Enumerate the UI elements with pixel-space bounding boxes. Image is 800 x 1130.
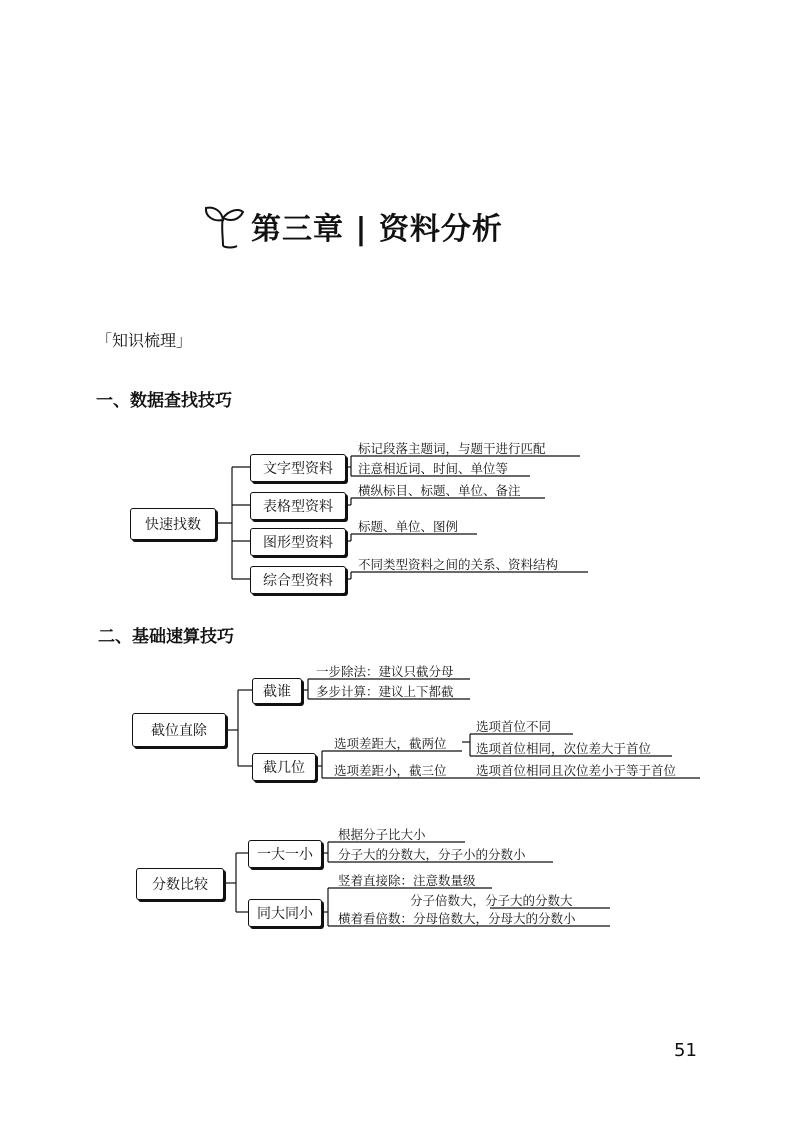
branch-text-material: 文字型资料 <box>250 454 346 482</box>
leaf-first-digit-diff: 选项首位不同 <box>476 719 552 734</box>
branch-one-big-one-small: 一大一小 <box>248 840 322 868</box>
leaf-gap-big: 选项差距大，截两位 <box>334 736 447 751</box>
chapter-heading <box>203 196 503 256</box>
mindmap-root-fraction-compare: 分数比较 <box>136 868 224 900</box>
page-number: 51 <box>674 1040 697 1061</box>
leaf-compare-numerator: 根据分子比大小 <box>338 827 426 842</box>
leaf-text-1: 标记段落主题词，与题干进行匹配 <box>358 441 546 456</box>
branch-graph-material: 图形型资料 <box>250 528 346 556</box>
leaf-first-digit-same-small: 选项首位相同且次位差小于等于首位 <box>476 763 677 778</box>
branch-table-material: 表格型资料 <box>250 492 346 520</box>
mindmap-root-quick-lookup: 快速找数 <box>130 508 216 540</box>
sprout-icon <box>203 202 245 250</box>
branch-mixed-material: 综合型资料 <box>250 566 346 594</box>
leaf-numerator-bigger: 分子大的分数大，分子小的分数小 <box>338 847 526 862</box>
branch-both-big-small: 同大同小 <box>248 899 322 927</box>
leaf-multi-step: 多步计算：建议上下都截 <box>316 684 454 699</box>
branch-cut-digits: 截几位 <box>252 753 316 781</box>
leaf-text-2: 注意相近词、时间、单位等 <box>358 461 509 476</box>
leaf-table-1: 横纵标目、标题、单位、备注 <box>358 483 521 498</box>
section-heading-quick-calc: 二、基础速算技巧 <box>98 627 234 647</box>
leaf-graph-1: 标题、单位、图例 <box>358 519 459 534</box>
leaf-vertical-divide: 竖着直接除：注意数量级 <box>338 873 476 888</box>
leaf-gap-small: 选项差距小，截三位 <box>334 763 447 778</box>
leaf-numerator-multiple: 分子倍数大，分子大的分数大 <box>410 893 573 908</box>
chapter-title: 第三章 | 资料分析 <box>251 212 503 247</box>
section-heading-data-lookup: 一、数据查找技巧 <box>96 391 232 411</box>
leaf-one-step-division: 一步除法：建议只截分母 <box>316 664 454 679</box>
leaf-first-digit-same: 选项首位相同，次位差大于首位 <box>476 741 652 756</box>
mindmap-root-truncate-divide: 截位直除 <box>132 713 226 747</box>
section-label: 「知识梳理」 <box>96 331 193 350</box>
leaf-mixed-1: 不同类型资料之间的关系、资料结构 <box>358 557 559 572</box>
branch-cut-which: 截谁 <box>252 678 302 704</box>
leaf-horizontal-multiple: 横着看倍数：分母倍数大，分母大的分数小 <box>338 911 576 926</box>
